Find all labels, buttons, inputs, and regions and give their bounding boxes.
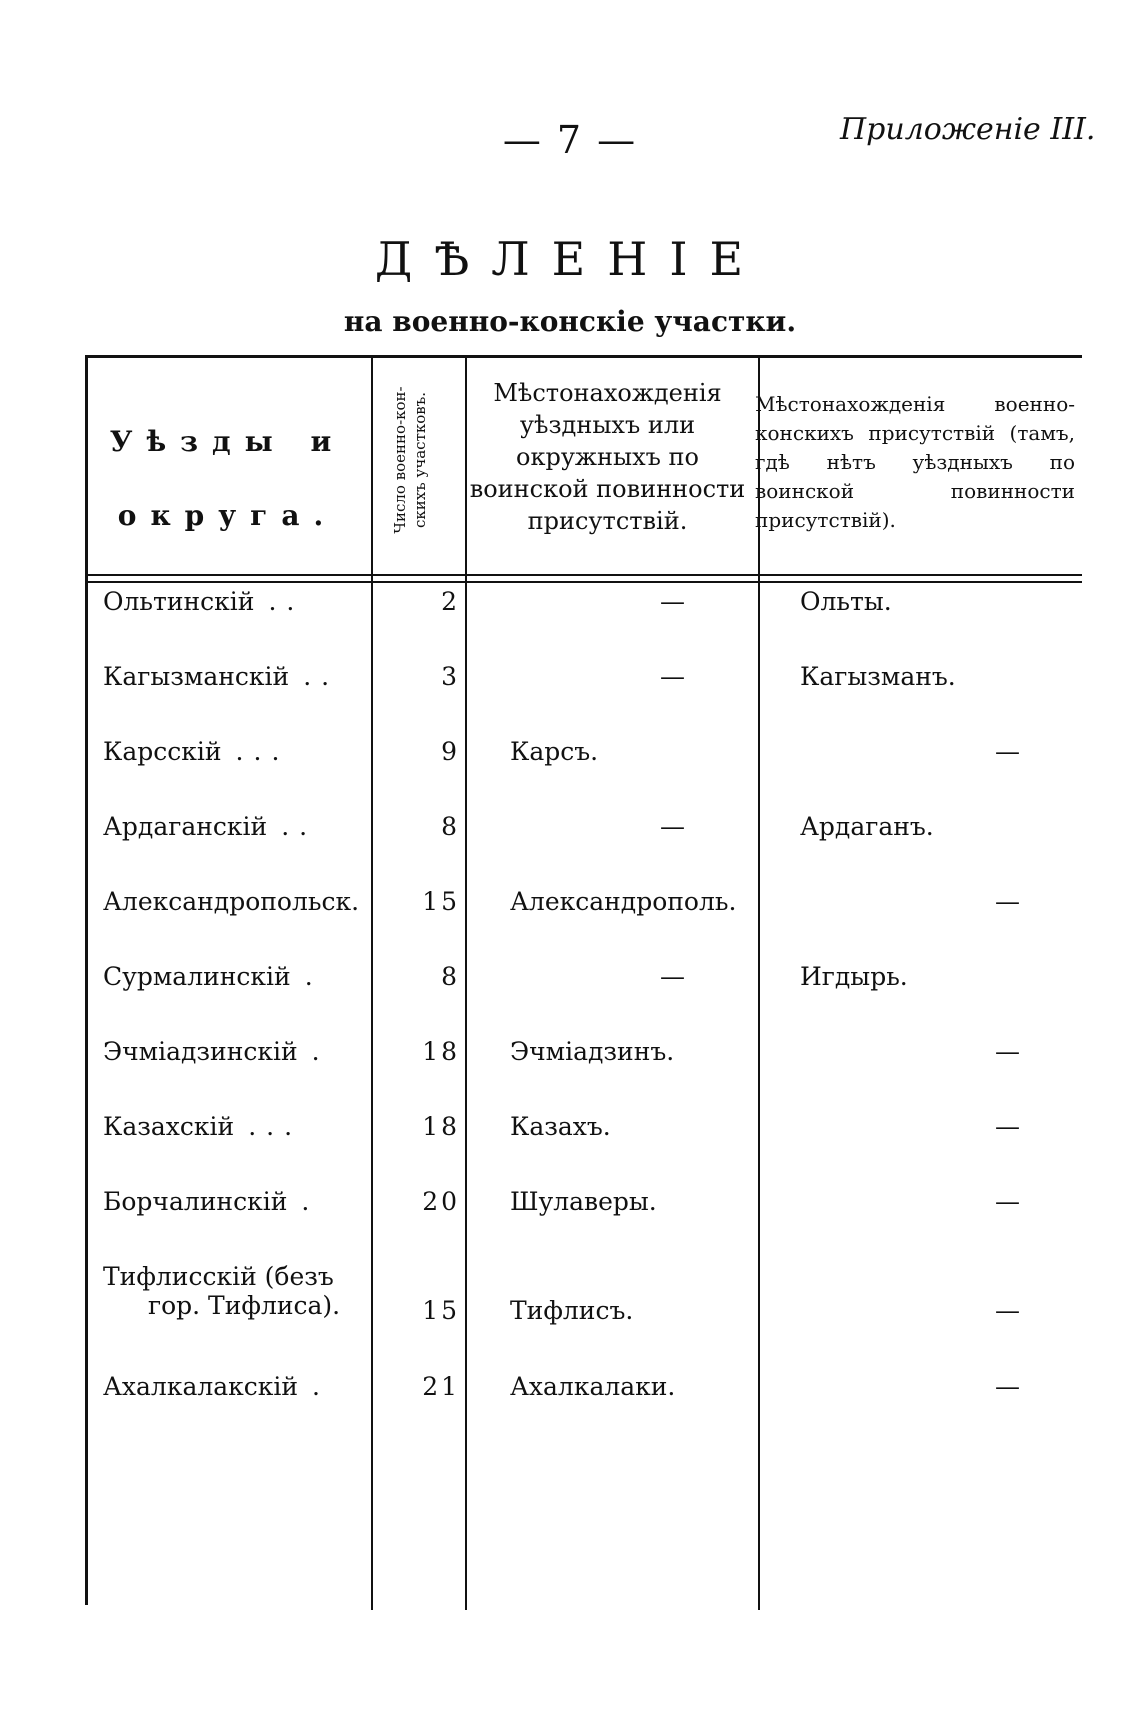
- district-count: 18: [422, 1112, 460, 1141]
- district-office: Александрополь.: [510, 887, 737, 916]
- districts-table: Уѣзды и округа. Число военно-кон- скихъ участковъ. Мѣстонахожденія уѣздныхъ или окружныхъ по воинской повинности присутствій. Мѣстонахожденія военно-конскихъ присутствій (тамъ, гдѣ нѣтъ уѣздныхъ по воинской повинности присутствій). Ольтинскій .. 2 — Ольты. Кагызманскій .. 3 — Кагызманъ. Карсскій ... 9 Карсъ. — Ардаганскій .. 8 — Ардаганъ. Александропольск. 15 Александрополь. — Сурмалинскій . 8 — Игдырь. Эчміадзинскій . 18 Эчміадзинъ. — Казахскій ... 18 Казахъ. — Борчалинскій . 20 Шулаверы. — Тифлисскій (безъ гор. Тифлиса). 15 Тифлисъ. — Ахалкалакскій . 21 Ахалкалаки. —: [85, 355, 1082, 1615]
- district-name: Кагызманскій ..: [103, 662, 340, 691]
- district-count: 20: [422, 1187, 460, 1216]
- header-districts: [85, 405, 370, 553]
- district-office: Ахалкалаки.: [510, 1372, 676, 1401]
- district-name: Карсскій ...: [103, 737, 290, 766]
- header-district-offices: Мѣстонахожденія уѣздныхъ или окружныхъ по воинской повинности присутствій.: [469, 379, 746, 535]
- column-divider-3: [758, 355, 760, 1610]
- district-name: Борчалинскій .: [103, 1187, 320, 1216]
- district-office: Эчміадзинъ.: [510, 1037, 675, 1066]
- header-count: [365, 355, 455, 565]
- header-bottom-rule-2: [85, 581, 1082, 583]
- header-districts-line1: Уѣзды и: [109, 425, 346, 458]
- header-districts-line2: округа.: [117, 499, 338, 532]
- district-office: Казахъ.: [510, 1112, 611, 1141]
- district-name: Александропольск.: [103, 887, 360, 916]
- district-count: 15: [422, 887, 460, 916]
- page-title: ДѢЛЕНІЕ: [374, 232, 766, 286]
- horse-office: Ольты.: [800, 587, 892, 616]
- district-count: 15: [422, 1296, 460, 1325]
- header-count-line2: скихъ участковъ.: [411, 391, 429, 529]
- district-count: 8: [441, 962, 460, 991]
- district-count: 9: [441, 737, 460, 766]
- district-name: Эчміадзинскій .: [103, 1037, 330, 1066]
- table-top-rule: [85, 355, 1082, 358]
- appendix-label: Приложеніе III.: [840, 112, 1096, 147]
- district-office: Карсъ.: [510, 737, 599, 766]
- header-count-line1: Число военно-кон-: [391, 386, 409, 534]
- district-office: Тифлисъ.: [510, 1296, 634, 1325]
- header-horse-offices: Мѣстонахожденія военно-конскихъ присутствій (тамъ, гдѣ нѣтъ уѣздныхъ по воинской повинности присутствій).: [755, 392, 1075, 532]
- district-count: 8: [441, 812, 460, 841]
- horse-office: Ардаганъ.: [800, 812, 934, 841]
- horse-office: Игдырь.: [800, 962, 908, 991]
- district-name: Ахалкалакскій .: [103, 1372, 330, 1401]
- district-name-line1: Тифлисскій (безъ: [103, 1262, 334, 1291]
- district-name: Казахскій ...: [103, 1112, 303, 1141]
- district-name: Ардаганскій ..: [103, 812, 318, 841]
- district-count: 21: [422, 1372, 460, 1401]
- header-bottom-rule-1: [85, 574, 1082, 576]
- column-divider-2: [465, 355, 467, 1610]
- district-name: Сурмалинскій .: [103, 962, 323, 991]
- district-name-line2: гор. Тифлиса).: [148, 1291, 341, 1320]
- district-office: Шулаверы.: [510, 1187, 657, 1216]
- district-count: 2: [441, 587, 460, 616]
- district-count: 3: [441, 662, 460, 691]
- district-count: 18: [422, 1037, 460, 1066]
- page-number: — 7 —: [502, 118, 638, 162]
- district-name: Ольтинскій ..: [103, 587, 305, 616]
- page-subtitle: на военно-конскіе участки.: [343, 305, 797, 338]
- horse-office: Кагызманъ.: [800, 662, 956, 691]
- header-count-text: [390, 386, 430, 533]
